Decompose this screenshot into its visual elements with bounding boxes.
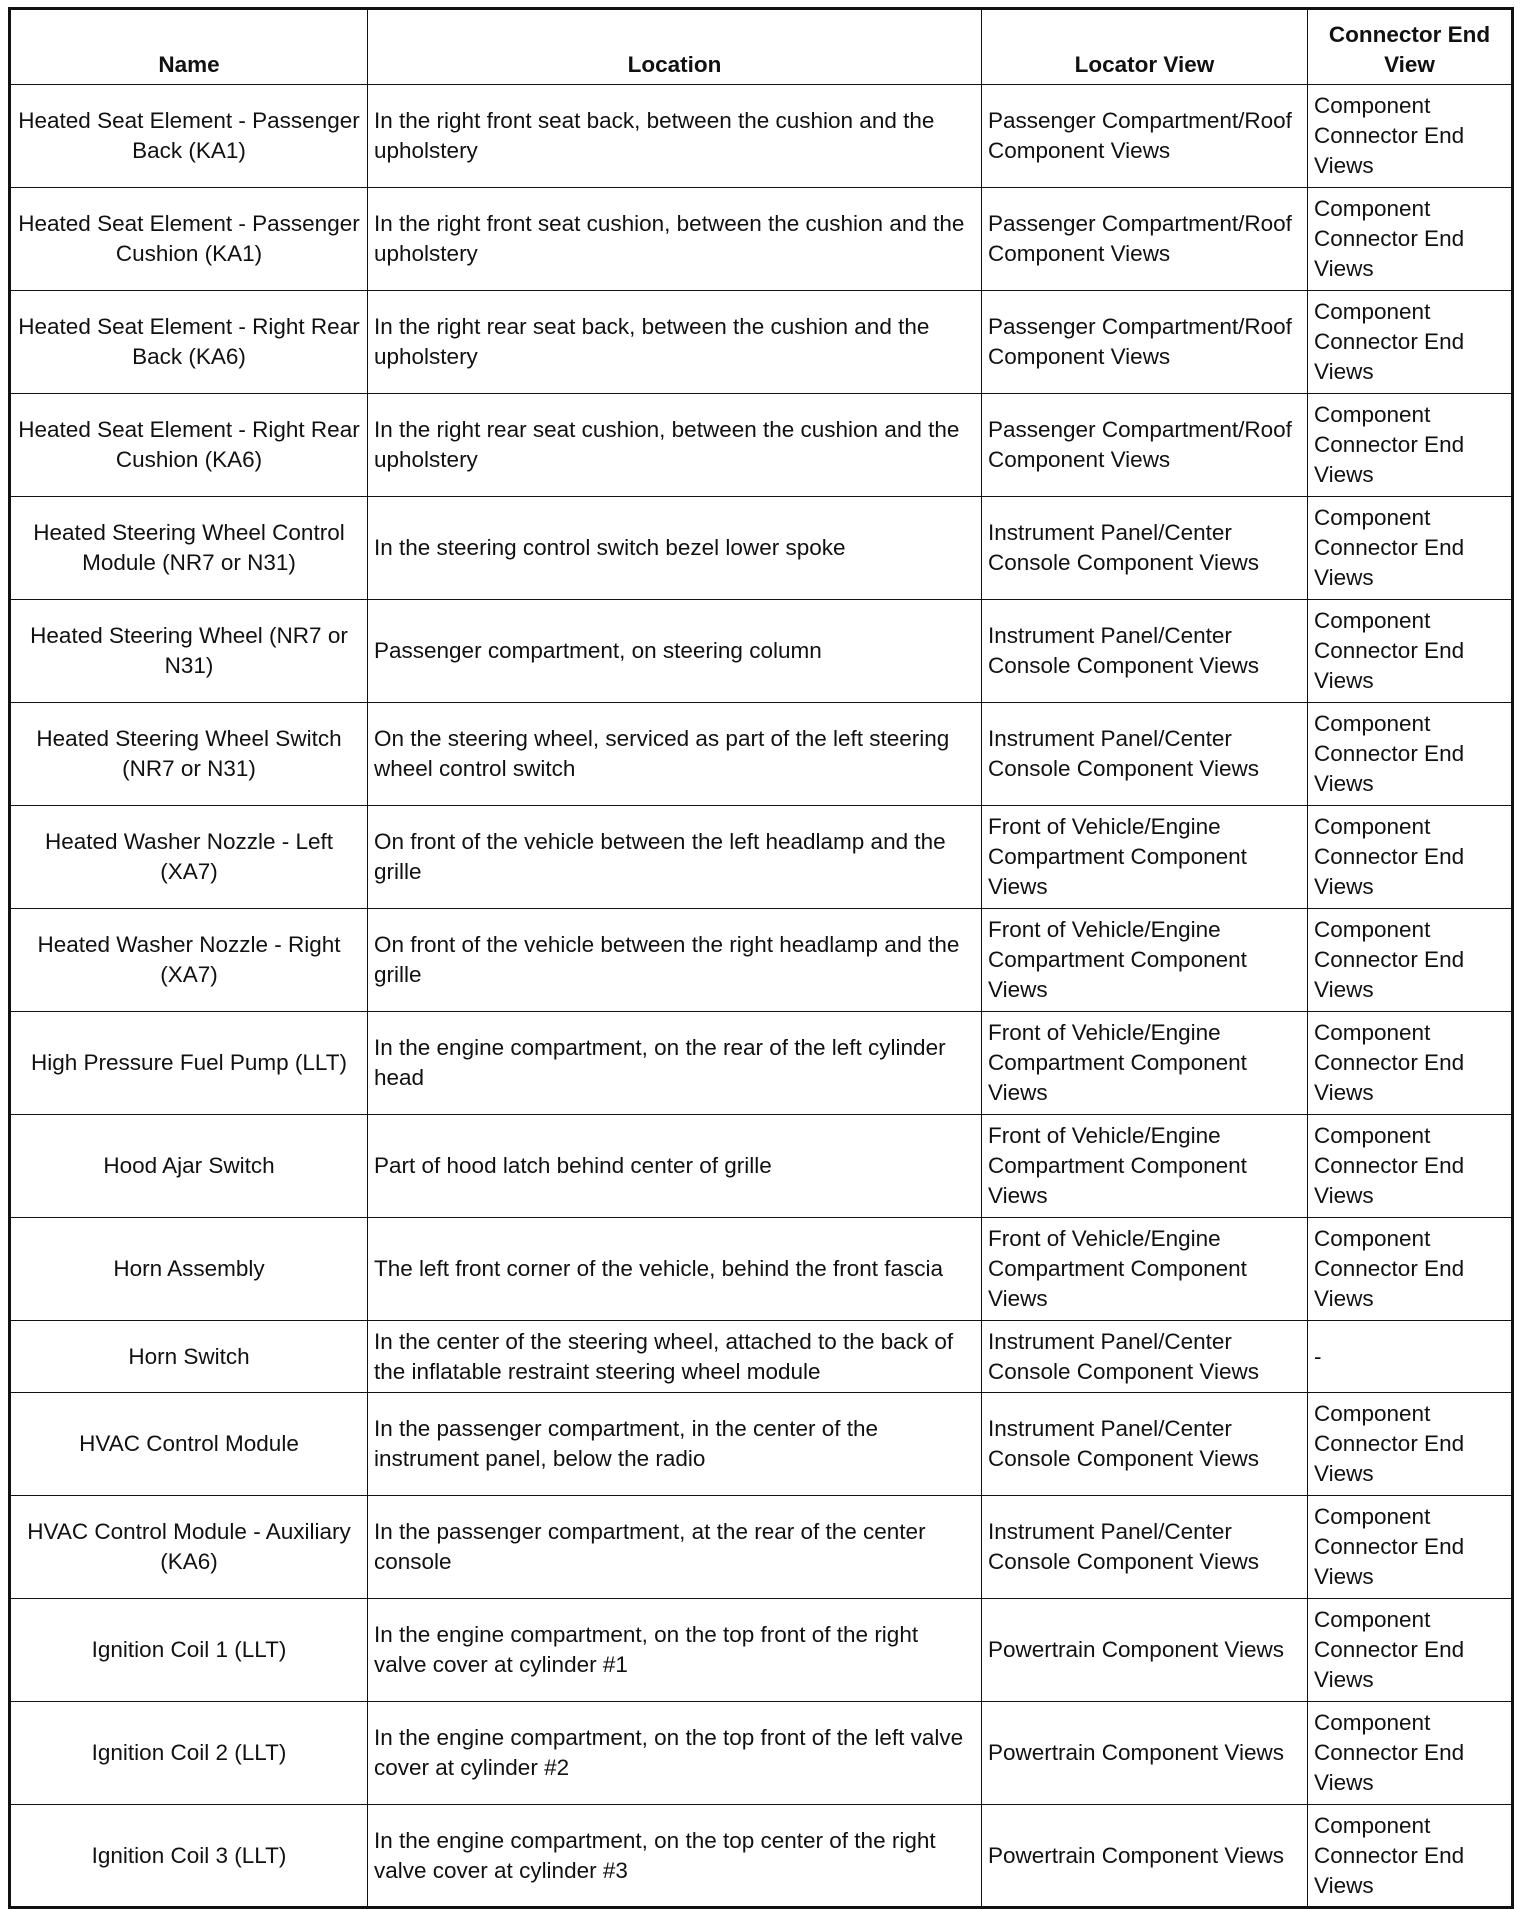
- cell-name: Heated Steering Wheel (NR7 or N31): [10, 600, 368, 703]
- cell-name: Heated Steering Wheel Control Module (NR7 or N31): [10, 497, 368, 600]
- cell-connector-end-view: Component Connector End Views: [1308, 1115, 1513, 1218]
- table-row: [10, 1702, 1513, 1805]
- cell-name: Horn Switch: [10, 1321, 368, 1393]
- cell-name: Ignition Coil 2 (LLT): [10, 1702, 368, 1805]
- table-row: [10, 1393, 1513, 1496]
- table-row: [10, 188, 1513, 291]
- cell-location: On front of the vehicle between the right headlamp and the grille: [368, 909, 982, 1012]
- component-locator-table: [8, 7, 1514, 1909]
- cell-location: On the steering wheel, serviced as part of the left steering wheel control switch: [368, 703, 982, 806]
- table-row: [10, 1599, 1513, 1702]
- cell-name: Horn Assembly: [10, 1218, 368, 1321]
- cell-location: In the right front seat cushion, between the cushion and the upholstery: [368, 188, 982, 291]
- cell-locator-view: Front of Vehicle/Engine Compartment Component Views: [982, 909, 1308, 1012]
- table-row: [10, 497, 1513, 600]
- table-row: [10, 703, 1513, 806]
- header-locator-view: Locator View: [982, 9, 1308, 85]
- cell-locator-view: Powertrain Component Views: [982, 1702, 1308, 1805]
- table-row: [10, 1115, 1513, 1218]
- cell-location: In the engine compartment, on the top center of the right valve cover at cylinder #3: [368, 1805, 982, 1908]
- table-row: [10, 291, 1513, 394]
- cell-location: In the right front seat back, between the cushion and the upholstery: [368, 85, 982, 188]
- cell-location: Part of hood latch behind center of grille: [368, 1115, 982, 1218]
- cell-locator-view: Powertrain Component Views: [982, 1805, 1308, 1908]
- cell-connector-end-view: Component Connector End Views: [1308, 909, 1513, 1012]
- cell-connector-end-view: Component Connector End Views: [1308, 703, 1513, 806]
- table-row: [10, 1805, 1513, 1908]
- cell-name: Heated Seat Element - Passenger Cushion (KA1): [10, 188, 368, 291]
- cell-location: In the engine compartment, on the top front of the right valve cover at cylinder #1: [368, 1599, 982, 1702]
- cell-connector-end-view: Component Connector End Views: [1308, 806, 1513, 909]
- table-row: [10, 1012, 1513, 1115]
- cell-location: Passenger compartment, on steering column: [368, 600, 982, 703]
- cell-location: In the engine compartment, on the top front of the left valve cover at cylinder #2: [368, 1702, 982, 1805]
- cell-name: High Pressure Fuel Pump (LLT): [10, 1012, 368, 1115]
- cell-connector-end-view: Component Connector End Views: [1308, 497, 1513, 600]
- cell-location: In the passenger compartment, at the rear of the center console: [368, 1496, 982, 1599]
- table-body: [10, 85, 1513, 1908]
- cell-locator-view: Instrument Panel/Center Console Component Views: [982, 703, 1308, 806]
- cell-connector-end-view: Component Connector End Views: [1308, 1393, 1513, 1496]
- cell-locator-view: Passenger Compartment/Roof Component Views: [982, 291, 1308, 394]
- header-location: Location: [368, 9, 982, 85]
- header-connector-end-view: Connector End View: [1308, 9, 1513, 85]
- table-row: [10, 600, 1513, 703]
- cell-name: HVAC Control Module - Auxiliary (KA6): [10, 1496, 368, 1599]
- cell-locator-view: Instrument Panel/Center Console Component Views: [982, 1496, 1308, 1599]
- table-row: [10, 85, 1513, 188]
- cell-connector-end-view: -: [1308, 1321, 1513, 1393]
- table-header: [10, 9, 1513, 85]
- cell-location: In the right rear seat back, between the cushion and the upholstery: [368, 291, 982, 394]
- cell-connector-end-view: Component Connector End Views: [1308, 1496, 1513, 1599]
- cell-name: Heated Washer Nozzle - Right (XA7): [10, 909, 368, 1012]
- cell-name: Heated Seat Element - Passenger Back (KA1): [10, 85, 368, 188]
- cell-locator-view: Passenger Compartment/Roof Component Views: [982, 85, 1308, 188]
- cell-locator-view: Front of Vehicle/Engine Compartment Component Views: [982, 1218, 1308, 1321]
- table-row: [10, 1496, 1513, 1599]
- cell-name: Ignition Coil 3 (LLT): [10, 1805, 368, 1908]
- cell-location: In the center of the steering wheel, attached to the back of the inflatable restraint steering wheel module: [368, 1321, 982, 1393]
- cell-name: Heated Seat Element - Right Rear Cushion (KA6): [10, 394, 368, 497]
- table-row: [10, 806, 1513, 909]
- table-row: [10, 394, 1513, 497]
- cell-name: Heated Washer Nozzle - Left (XA7): [10, 806, 368, 909]
- table-row: [10, 1218, 1513, 1321]
- cell-location: The left front corner of the vehicle, behind the front fascia: [368, 1218, 982, 1321]
- cell-locator-view: Instrument Panel/Center Console Component Views: [982, 497, 1308, 600]
- header-row: [10, 9, 1513, 85]
- cell-location: In the right rear seat cushion, between the cushion and the upholstery: [368, 394, 982, 497]
- cell-locator-view: Front of Vehicle/Engine Compartment Component Views: [982, 1115, 1308, 1218]
- cell-connector-end-view: Component Connector End Views: [1308, 1599, 1513, 1702]
- cell-location: In the passenger compartment, in the center of the instrument panel, below the radio: [368, 1393, 982, 1496]
- cell-name: Heated Steering Wheel Switch (NR7 or N31): [10, 703, 368, 806]
- cell-name: Ignition Coil 1 (LLT): [10, 1599, 368, 1702]
- cell-connector-end-view: Component Connector End Views: [1308, 291, 1513, 394]
- cell-locator-view: Front of Vehicle/Engine Compartment Component Views: [982, 1012, 1308, 1115]
- cell-connector-end-view: Component Connector End Views: [1308, 394, 1513, 497]
- cell-locator-view: Instrument Panel/Center Console Component Views: [982, 1393, 1308, 1496]
- cell-connector-end-view: Component Connector End Views: [1308, 1805, 1513, 1908]
- cell-connector-end-view: Component Connector End Views: [1308, 1702, 1513, 1805]
- cell-locator-view: Instrument Panel/Center Console Component Views: [982, 1321, 1308, 1393]
- cell-name: Hood Ajar Switch: [10, 1115, 368, 1218]
- cell-connector-end-view: Component Connector End Views: [1308, 1012, 1513, 1115]
- table-row: [10, 1321, 1513, 1393]
- cell-connector-end-view: Component Connector End Views: [1308, 600, 1513, 703]
- cell-connector-end-view: Component Connector End Views: [1308, 1218, 1513, 1321]
- cell-location: In the engine compartment, on the rear of the left cylinder head: [368, 1012, 982, 1115]
- header-name: Name: [10, 9, 368, 85]
- cell-locator-view: Instrument Panel/Center Console Component Views: [982, 600, 1308, 703]
- cell-location: On front of the vehicle between the left headlamp and the grille: [368, 806, 982, 909]
- cell-locator-view: Passenger Compartment/Roof Component Views: [982, 188, 1308, 291]
- cell-name: Heated Seat Element - Right Rear Back (KA6): [10, 291, 368, 394]
- cell-locator-view: Passenger Compartment/Roof Component Views: [982, 394, 1308, 497]
- cell-connector-end-view: Component Connector End Views: [1308, 85, 1513, 188]
- cell-location: In the steering control switch bezel lower spoke: [368, 497, 982, 600]
- cell-locator-view: Front of Vehicle/Engine Compartment Component Views: [982, 806, 1308, 909]
- cell-connector-end-view: Component Connector End Views: [1308, 188, 1513, 291]
- cell-locator-view: Powertrain Component Views: [982, 1599, 1308, 1702]
- table-row: [10, 909, 1513, 1012]
- cell-name: HVAC Control Module: [10, 1393, 368, 1496]
